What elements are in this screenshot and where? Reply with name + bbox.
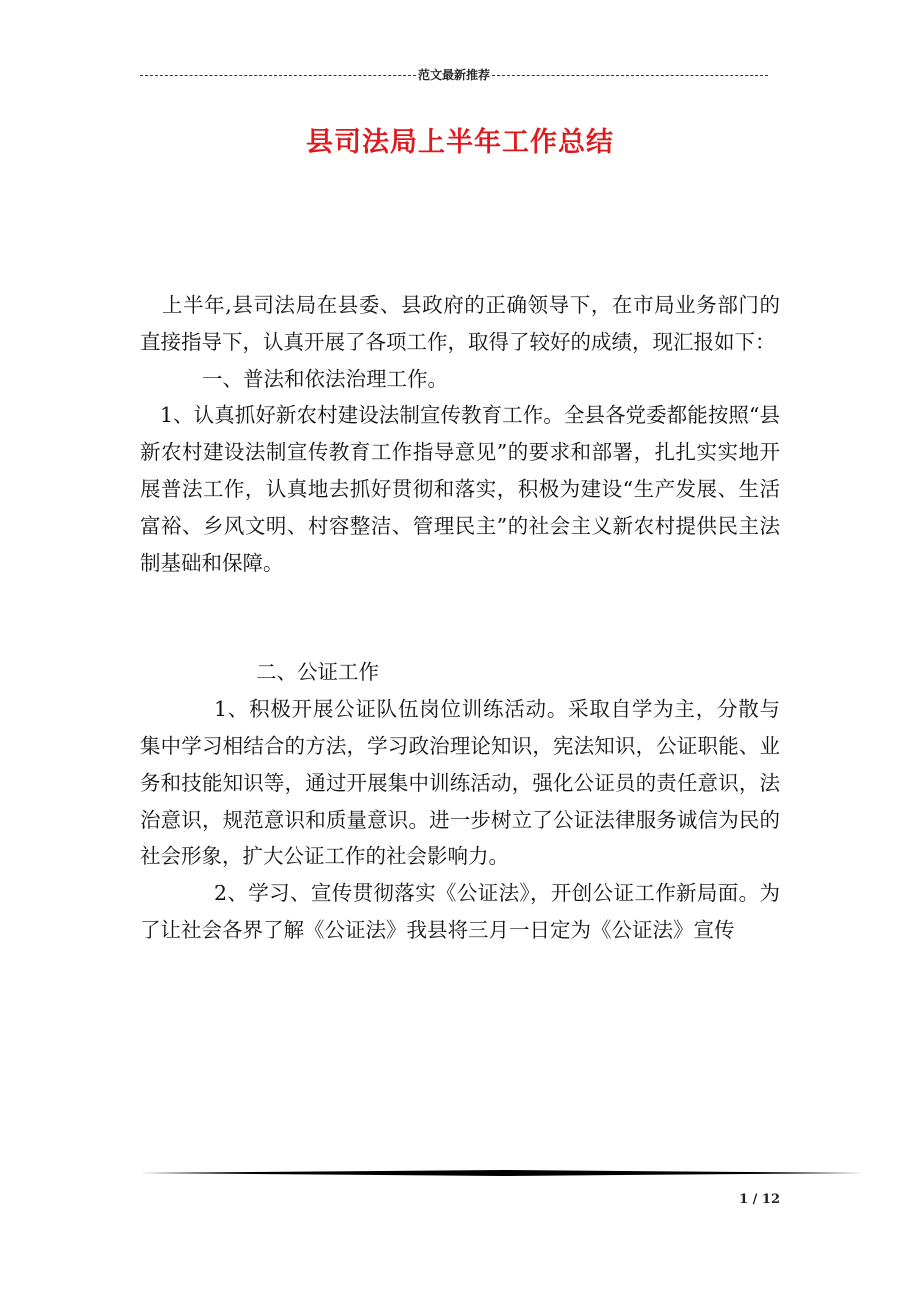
document-body (140, 287, 780, 949)
section-2-item-2: 2、学习、宣传贯彻落实《公证法》，开创公证工作新局面。为了让社会各界了解《公证法》我县将三月一日定为《公证法》宣传 (140, 881, 780, 942)
footer-divider-shape (140, 1170, 864, 1176)
header-dash-right (492, 75, 768, 76)
header-label: 范文最新推荐 (418, 68, 491, 82)
paragraph-gap (140, 581, 780, 654)
footer-divider (140, 1170, 864, 1176)
page-header (140, 66, 768, 83)
section-2-item-1: 1、积极开展公证队伍岗位训练活动。采取自学为主，分散与集中学习相结合的方法，学习政治理论知识，宪法知识，公证职能、业务和技能知识等，通过开展集中训练活动，强化公证员的责任意识，法治意识，规范意识和质量意识。进一步树立了公证法律服务诚信为民的社会形象，扩大公证工作的社会影响力。 (140, 697, 780, 869)
section-1-item-1: 1、认真抓好新农村建设法制宣传教育工作。全县各党委都能按照“县新农村建设法制宣传教育工作指导意见”的要求和部署，扎扎实实地开展普法工作，认真地去抓好贯彻和落实，积极为建设“生产发展、生活富裕、乡风文明、村容整洁、管理民主”的社会主义新农村提供民主法制基础和保障。 (140, 403, 780, 575)
document-title: 县司法局上半年工作总结 (306, 127, 614, 158)
page-number: 1 / 12 (739, 1192, 780, 1207)
section-heading-2: 二、公证工作 (256, 660, 379, 685)
intro-paragraph: 上半年,县司法局在县委、县政府的正确领导下，在市局业务部门的直接指导下，认真开展了各项工作，取得了较好的成绩，现汇报如下： (140, 293, 780, 354)
section-heading-1: 一、普法和依法治理工作。 (202, 366, 448, 391)
header-dash-left (140, 75, 416, 76)
